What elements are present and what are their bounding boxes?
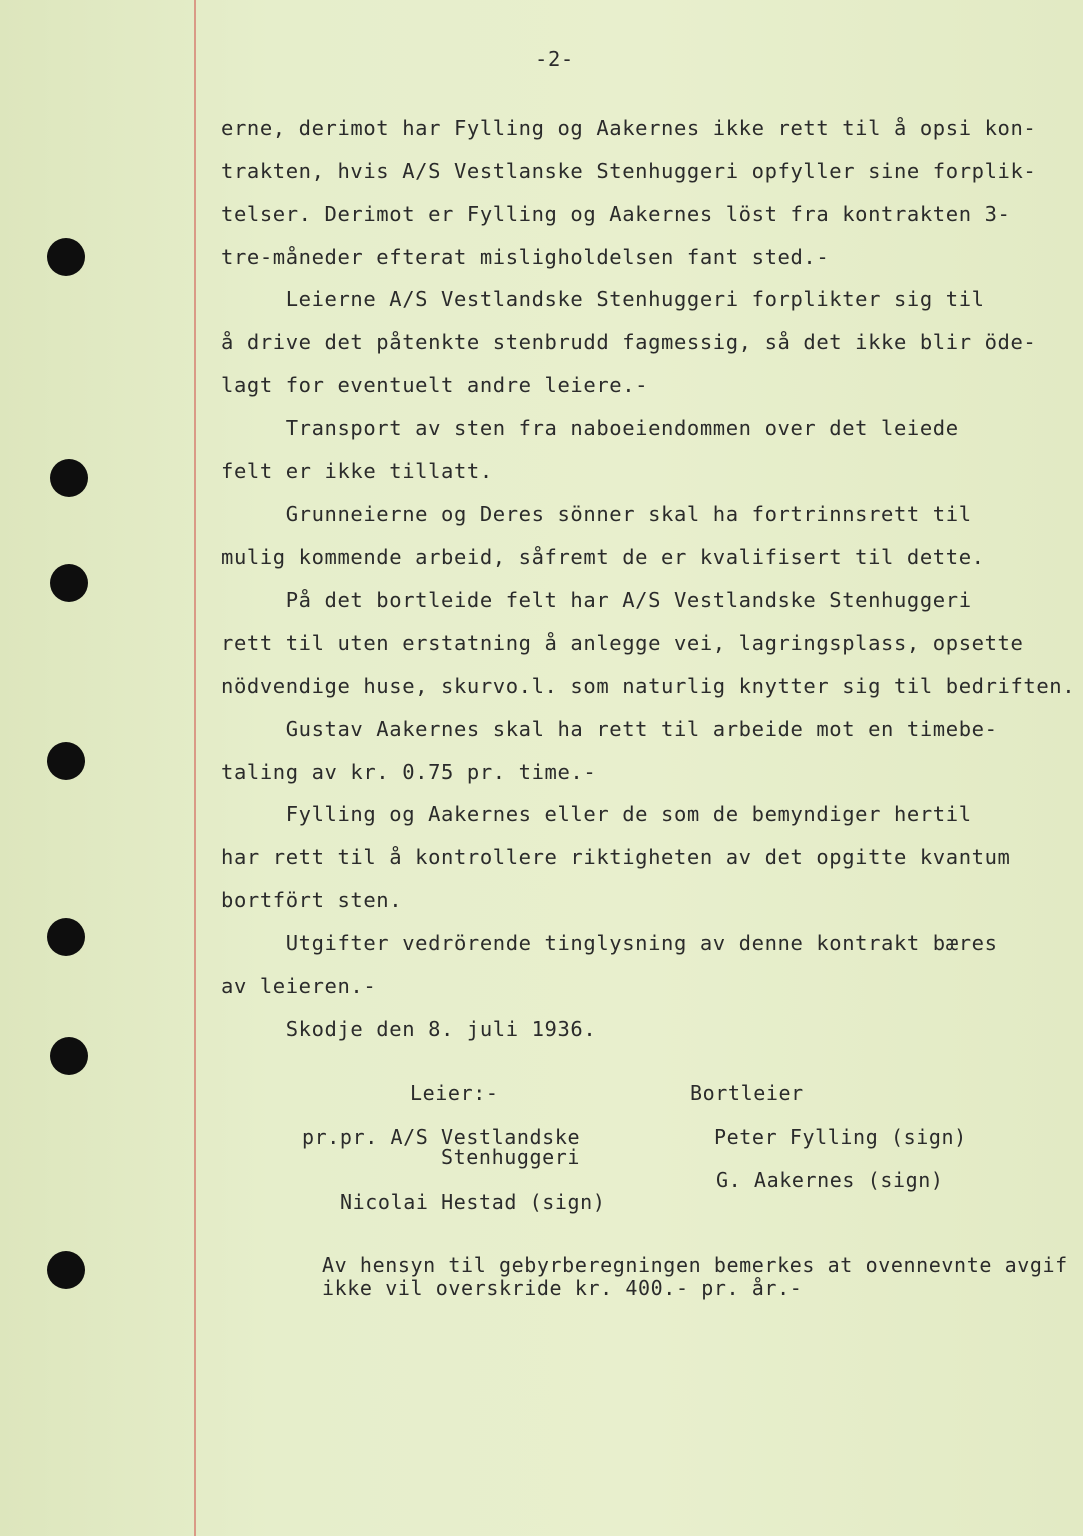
body-line: telser. Derimot er Fylling og Aakernes löst fra kontrakten 3-: [221, 202, 1011, 226]
date-line: Skodje den 8. juli 1936.: [221, 1017, 597, 1041]
body-line: lagt for eventuelt andre leiere.-: [221, 373, 649, 397]
binder-hole-icon: [47, 742, 85, 780]
body-line: erne, derimot har Fylling og Aakernes ikke rett til å opsi kon-: [221, 116, 1037, 140]
body-line: Gustav Aakernes skal ha rett til arbeide mot en timebe-: [221, 717, 998, 741]
binder-hole-icon: [50, 459, 88, 497]
fee-note-line: Av hensyn til gebyrberegningen bemerkes at ovennevnte avgif: [322, 1253, 1068, 1277]
body-line: taling av kr. 0.75 pr. time.-: [221, 760, 597, 784]
red-margin-line: [194, 0, 196, 1536]
binder-hole-icon: [47, 918, 85, 956]
body-line: mulig kommende arbeid, såfremt de er kvalifisert til dette.: [221, 545, 985, 569]
body-line: Transport av sten fra naboeiendommen over det leiede: [221, 416, 959, 440]
body-line: felt er ikke tillatt.: [221, 459, 493, 483]
binder-hole-icon: [50, 1037, 88, 1075]
body-line: Grunneierne og Deres sönner skal ha fortrinnsrett til: [221, 502, 972, 526]
body-line: trakten, hvis A/S Vestlanske Stenhuggeri opfyller sine forplik-: [221, 159, 1037, 183]
lessor-signer: Peter Fylling (sign): [714, 1125, 967, 1149]
fee-note-line: ikke vil overskride kr. 400.- pr. år.-: [322, 1276, 803, 1300]
body-line: av leieren.-: [221, 974, 377, 998]
body-line: Leierne A/S Vestlandske Stenhuggeri forplikter sig til: [221, 287, 985, 311]
binder-hole-icon: [47, 1251, 85, 1289]
lessee-company-name: Stenhuggeri: [441, 1145, 581, 1169]
body-line: bortfört sten.: [221, 888, 403, 912]
lessee-heading: Leier:-: [410, 1081, 499, 1105]
body-line: nödvendige huse, skurvo.l. som naturlig knytter sig til bedriften.: [221, 674, 1076, 698]
body-line: Utgifter vedrörende tinglysning av denne kontrakt bæres: [221, 931, 998, 955]
binder-hole-icon: [47, 238, 85, 276]
lessor-signer: G. Aakernes (sign): [716, 1168, 944, 1192]
body-line: rett til uten erstatning å anlegge vei, lagringsplass, opsette: [221, 631, 1024, 655]
lessor-heading: Bortleier: [690, 1081, 804, 1105]
page-number: -2-: [535, 47, 574, 71]
body-line: Fylling og Aakernes eller de som de bemyndiger hertil: [221, 802, 972, 826]
body-line: På det bortleide felt har A/S Vestlandske Stenhuggeri: [221, 588, 972, 612]
body-line: tre-måneder efterat misligholdelsen fant sted.-: [221, 245, 830, 269]
lessee-signer: Nicolai Hestad (sign): [340, 1190, 606, 1214]
body-line: har rett til å kontrollere riktigheten av det opgitte kvantum: [221, 845, 1011, 869]
lessee-company: pr.pr. A/S Vestlandske: [302, 1125, 581, 1149]
body-line: å drive det påtenkte stenbrudd fagmessig, så det ikke blir öde-: [221, 330, 1037, 354]
binder-hole-icon: [50, 564, 88, 602]
